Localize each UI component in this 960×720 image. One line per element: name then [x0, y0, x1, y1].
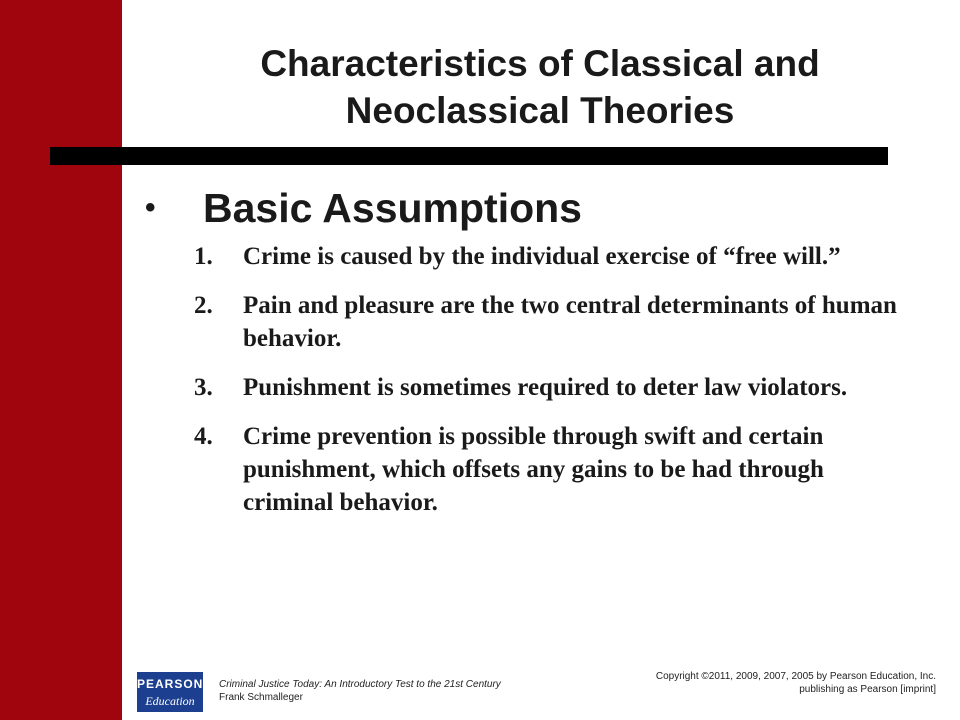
bullet-dot-icon: •	[145, 191, 156, 224]
footer-author: Frank Schmalleger	[219, 692, 303, 703]
list-item-number: 2.	[194, 292, 213, 319]
logo-subtitle: Education	[145, 694, 195, 708]
list-item-number: 3.	[194, 374, 213, 401]
list-item-text: Punishment is sometimes required to deter law violators.	[243, 374, 848, 401]
list-item-number: 1.	[194, 243, 213, 270]
assumptions-list	[194, 240, 914, 535]
red-sidebar	[0, 0, 122, 720]
slide-title	[160, 40, 920, 134]
title-divider	[50, 147, 888, 165]
footer-copyright	[656, 670, 936, 696]
list-item-number: 4.	[194, 423, 213, 450]
footer-book-info	[219, 678, 501, 704]
bullet-heading-text: Basic Assumptions	[203, 184, 582, 231]
title-line-1: Characteristics of Classical and	[260, 43, 820, 84]
pearson-logo	[137, 672, 203, 712]
list-item-text: Crime is caused by the individual exercise of “free will.”	[243, 243, 841, 270]
title-line-2: Neoclassical Theories	[345, 90, 735, 131]
footer-book-title: Criminal Justice Today: An Introductory Test to the 21st Century	[219, 679, 501, 690]
list-item	[194, 420, 914, 519]
logo-wordmark: PEARSON	[137, 677, 204, 691]
footer-publisher: publishing as Pearson [imprint]	[799, 684, 936, 695]
list-item	[194, 289, 914, 355]
list-item-text: Crime prevention is possible through swift and certain punishment, which offsets any gains to be had through criminal behavior.	[243, 423, 824, 516]
bullet-heading	[145, 180, 582, 236]
footer-copyright-line: Copyright ©2011, 2009, 2007, 2005 by Pearson Education, Inc.	[655, 671, 936, 682]
list-item	[194, 371, 914, 404]
list-item-text: Pain and pleasure are the two central determinants of human behavior.	[243, 292, 897, 352]
list-item	[194, 240, 914, 273]
